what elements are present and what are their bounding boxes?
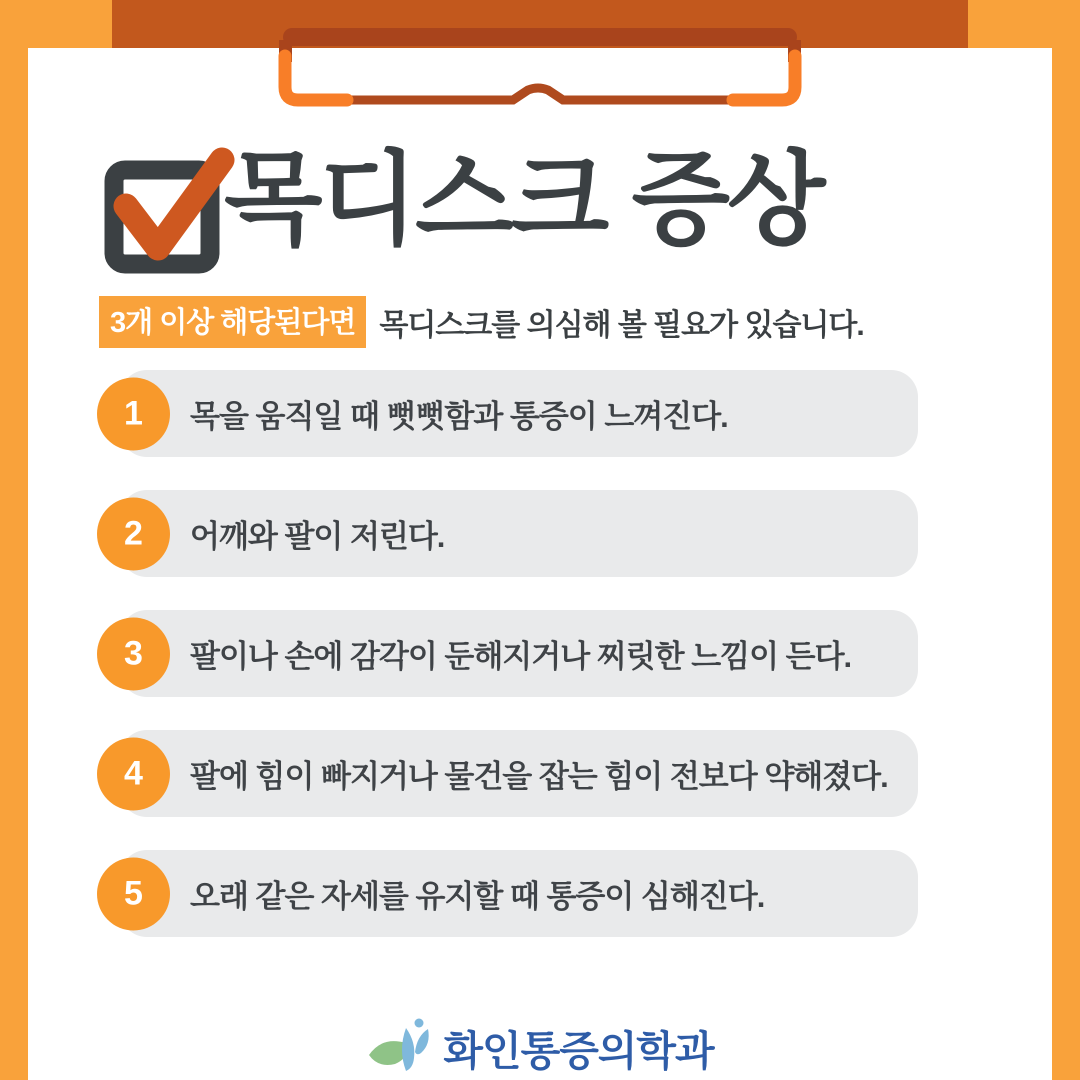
leaf-icon xyxy=(369,1041,407,1065)
subtitle xyxy=(99,296,864,348)
symptom-item-1 xyxy=(120,370,918,457)
item-number-badge xyxy=(97,377,170,450)
symptom-item-3 xyxy=(120,610,918,697)
figure-body xyxy=(402,1028,414,1071)
figure-arm xyxy=(415,1029,429,1054)
symptom-item-4 xyxy=(120,730,918,817)
item-text: 목을 움직일 때 뻣뻣함과 통증이 느껴진다. xyxy=(190,399,728,434)
clip-left-corner xyxy=(285,56,347,100)
item-text: 어깨와 팔이 저린다. xyxy=(190,519,445,554)
item-number: 5 xyxy=(124,874,143,912)
item-number-badge xyxy=(97,497,170,570)
item-text: 팔이나 손에 감각이 둔해지거나 찌릿한 느낌이 든다. xyxy=(190,639,852,674)
item-text: 팔에 힘이 빠지거나 물건을 잡는 힘이 전보다 약해졌다. xyxy=(190,759,888,794)
subtitle-text: 목디스크를 의심해 볼 필요가 있습니다. xyxy=(379,309,864,342)
item-number-badge xyxy=(97,737,170,810)
item-number: 2 xyxy=(124,514,143,552)
clipboard-paper xyxy=(28,48,1052,1080)
symptom-item-5 xyxy=(120,850,918,937)
clip-top-bar xyxy=(283,28,797,46)
item-number: 1 xyxy=(124,394,143,432)
clipboard-clip-icon xyxy=(0,0,1080,130)
figure-head xyxy=(415,1019,424,1028)
item-text: 오래 같은 자세를 유지할 때 통증이 심해진다. xyxy=(190,879,765,914)
item-number-badge xyxy=(97,857,170,930)
clinic-name: 화인통증의학과 xyxy=(443,1027,714,1074)
subtitle-highlight-badge: 3개 이상 해당된다면 xyxy=(99,296,366,348)
item-number: 3 xyxy=(124,634,143,672)
symptom-list xyxy=(120,370,918,970)
leaf-person-logo-icon xyxy=(366,1016,438,1078)
clip-bottom-wire xyxy=(345,88,735,100)
item-number: 4 xyxy=(124,754,143,792)
symptom-item-2 xyxy=(120,490,918,577)
footer-logo xyxy=(28,1016,1052,1078)
clip-right-corner xyxy=(733,56,795,100)
item-number-badge xyxy=(97,617,170,690)
page-title: 목디스크 증상 xyxy=(224,143,823,257)
